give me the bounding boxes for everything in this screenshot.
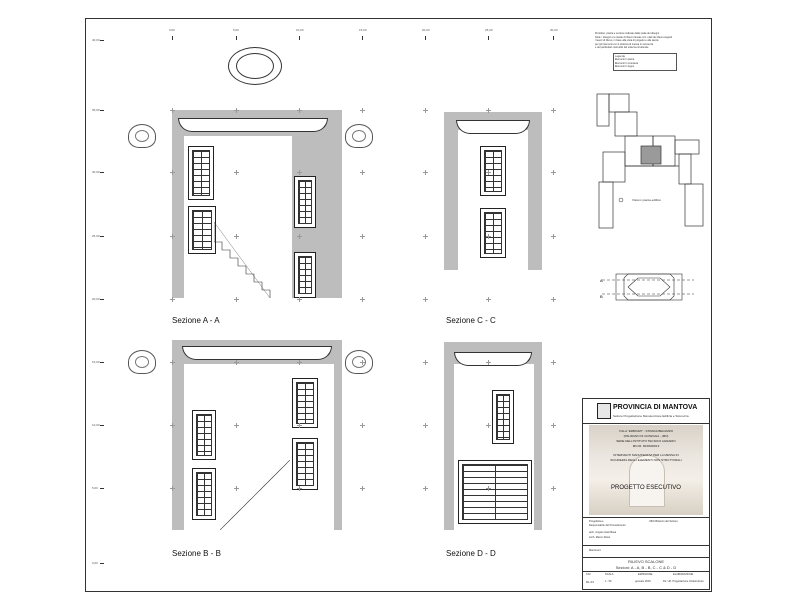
grid-label-top: 0,00 (169, 28, 175, 32)
grid-label-top: 15,00 (359, 28, 367, 32)
title-block (582, 398, 710, 590)
building-photo (589, 425, 703, 515)
villa-location: (PALIDANO DI GONZAGA - (MN) (623, 434, 669, 438)
grid-label-top: 25,00 (485, 28, 493, 32)
villa-seat: SEDE DELL'ISTITUTO TECNICO AGRARIO (616, 439, 676, 443)
province-name: PROVINCIA DI MANTOVA (613, 404, 698, 411)
collaborator: Arch. Marco Rossi (589, 536, 611, 539)
key-plan-diagram (598, 268, 698, 304)
section-b-title: Sezione B - B (172, 549, 221, 558)
section-b-drawing (172, 340, 342, 530)
key-plan-label-b: B (600, 294, 603, 299)
grid-label-top: 5,00 (233, 28, 239, 32)
grid-label-left: 10,00 (92, 423, 100, 427)
grid-label-left: 20,00 (92, 297, 100, 301)
legend-box (613, 53, 677, 71)
note-line: I lavori di rilievo, in base alla vista di progetto e alle tavole (595, 39, 659, 42)
section-a-drawing (172, 110, 342, 298)
grid-label-left: 25,00 (92, 234, 100, 238)
designer-role: Responsabile del Procedimento (589, 524, 626, 527)
plan-label: Vista in pianta edificio (632, 198, 661, 202)
section-c-drawing (444, 112, 542, 270)
photo-archway (629, 455, 665, 507)
ornament-drawing (345, 350, 373, 374)
section-d-title: Sezione D - D (446, 549, 496, 558)
table-header-scala: SCALA (605, 573, 614, 576)
intervention-line-1: INTERVENTI MANUTENTIVI PER LA MESSA IN (613, 453, 679, 457)
section-c-title: Sezione C - C (446, 316, 496, 325)
note-line: per gli interventi con il sistema di messa in sicurezza (595, 42, 654, 46)
ornament-drawing (128, 350, 156, 374)
intervention-line-2: SICUREZZA DEGLI ELEMENTI NON STRUTTURALI (610, 458, 682, 462)
department-name: Settore Progettazione Manutenzione Edilizia e Sicurezza (613, 414, 689, 418)
manager-label: Mantova lì (589, 549, 601, 552)
staircase-drawing (214, 222, 294, 298)
legend-item: Elementi in pietra (615, 58, 635, 61)
legend-title: Legenda (615, 54, 625, 58)
ornament-drawing (345, 124, 373, 148)
grid-label-left: 35,00 (92, 108, 100, 112)
table-header-tav: TAV. (586, 573, 592, 576)
archive-label: Uffici Bilancio del Settore (649, 520, 678, 523)
table-header-elaborazione: ELABORAZIONE (673, 573, 694, 576)
villa-name: VILLA "ERBOZZI" - STRADA BEGOZZO (618, 429, 674, 433)
project-phase: PROGETTO ESECUTIVO (611, 485, 681, 491)
ornament-drawing (128, 124, 156, 148)
villa-code: MN.IR. MN0000013 (632, 444, 660, 448)
table-value-emissione: gennaio 2015 (635, 580, 651, 583)
title-block-header (583, 399, 709, 424)
province-crest-icon (597, 403, 611, 419)
grid-label-top: 20,00 (422, 28, 430, 32)
section-d-drawing (444, 342, 542, 530)
note-line: Nota: i disegni e le tavole di rilievo rilevate con i dati dei rilievi eseguiti (595, 35, 672, 39)
drawing-notes (595, 32, 705, 84)
staircase-drawing (220, 460, 290, 530)
grid-label-left: 5,00 (92, 486, 98, 490)
building-floor-plan (595, 90, 707, 235)
table-header-emissione: EMISSIONE (638, 573, 653, 576)
oculus-plan-drawing (228, 47, 282, 85)
sections-title: Sezioni: A - A, B - B, C - C & D - D (615, 565, 677, 570)
legend-item: Elementi in muratura (615, 61, 639, 65)
designer-label: Progettista e (589, 520, 604, 523)
designer-name: arch. Angelo Gatti Bava (589, 531, 617, 534)
table-value-tav: RL 03 (586, 580, 594, 584)
survey-title: RILIEVO SCALONE (627, 559, 664, 564)
table-value-scala: 1 : 50 (605, 580, 612, 583)
section-a-title: Sezione A - A (172, 316, 220, 325)
note-line: e dei particolari costruttivi del sistema strutturale (595, 46, 649, 49)
grid-label-top: 10,00 (296, 28, 304, 32)
key-plan-label-a: A (600, 278, 603, 283)
grid-label-left: 0,00 (92, 561, 98, 565)
grid-label-left: 30,00 (92, 170, 100, 174)
table-value-elaborazione: Dir. Uff. Progettazione Infrastrutture (663, 580, 704, 583)
grid-label-left: 15,00 (92, 360, 100, 364)
grid-label-top: 30,00 (550, 28, 558, 32)
legend-item: Elementi in legno (615, 65, 635, 68)
note-line: Prototipo, pianta e sezione indicate dalla scala dei disegni (595, 32, 660, 35)
grid-label-left: 40,00 (92, 38, 100, 42)
